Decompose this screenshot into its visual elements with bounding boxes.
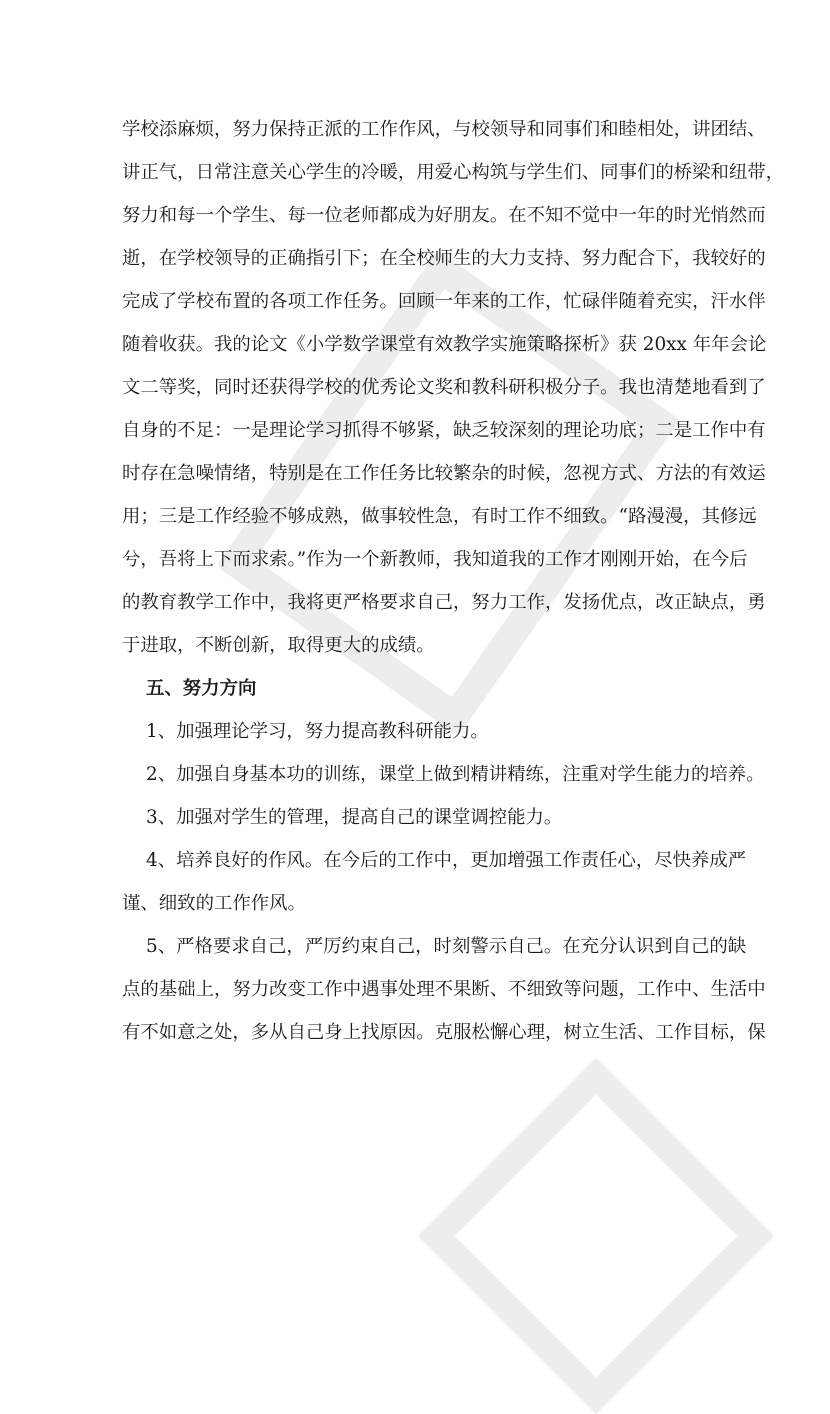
text-line: 谨、细致的工作作风。: [122, 893, 306, 914]
text-line: 逝，在学校领导的正确指引下；在全校师生的大力支持、努力配合下，我较好的: [122, 248, 766, 269]
text-line: 讲正气，日常注意关心学生的冷暖，用爱心构筑与学生们、同事们的桥梁和纽带，: [122, 162, 785, 183]
text-line: 时存在急噪情绪，特别是在工作任务比较繁杂的时候，忽视方式、方法的有效运: [122, 463, 766, 484]
text-line: 3、加强对学生的管理，提高自己的课堂调控能力。: [146, 807, 563, 828]
text-line: 5、严格要求自己，严厉约束自己，时刻警示自己。在充分认识到自己的缺: [146, 936, 747, 957]
text-line: 文二等奖，同时还获得学校的优秀论文奖和教科研积极分子。我也清楚地看到了: [122, 377, 766, 398]
paragraph-summary: [122, 112, 785, 671]
text-line: 的教育教学工作中，我将更严格要求自己，努力工作，发扬优点，改正缺点，勇: [122, 592, 766, 613]
text-line: 于进取，不断创新，取得更大的成绩。: [122, 635, 435, 656]
text-line: 努力和每一个学生、每一位老师都成为好朋友。在不知不觉中一年的时光悄然而: [122, 205, 766, 226]
text-line: 自身的不足：一是理论学习抓得不够紧，缺乏较深刻的理论功底；二是工作中有: [122, 420, 766, 441]
text-line: 用；三是工作经验不够成熟，做事较性急，有时工作不细致。“路漫漫，其修远: [122, 506, 757, 527]
watermark-logo: [418, 1058, 774, 1414]
document-body: [122, 112, 785, 1058]
text-line: 学校添麻烦，努力保持正派的工作作风，与校领导和同事们和睦相处，讲团结、: [122, 119, 766, 140]
list-item: [122, 843, 747, 929]
text-line: 2、加强自身基本功的训练，课堂上做到精讲精练，注重对学生能力的培养。: [146, 764, 765, 785]
text-line: 有不如意之处，多从自己身上找原因。克服松懈心理，树立生活、工作目标，保: [122, 1022, 766, 1043]
text-line: 兮，吾将上下而求索。”作为一个新教师，我知道我的工作才刚刚开始，在今后: [122, 549, 748, 570]
text-line: 随着收获。我的论文《小学数学课堂有效教学实施策略探析》获 20xx 年年会论: [122, 334, 767, 355]
section-heading: 五、努力方向: [146, 678, 257, 699]
list-item: [122, 929, 766, 1058]
text-line: 点的基础上，努力改变工作中遇事处理不果断、不细致等问题，工作中、生活中: [122, 979, 766, 1000]
list-item: [122, 757, 765, 800]
text-line: 1、加强理论学习，努力提高教科研能力。: [146, 721, 489, 742]
list-item: [122, 800, 712, 843]
text-line: 完成了学校布置的各项工作任务。回顾一年来的工作，忙碌伴随着充实，汗水伴: [122, 291, 766, 312]
text-line: 4、培养良好的作风。在今后的工作中，更加增强工作责任心，尽快养成严: [146, 850, 747, 871]
list-item: [122, 714, 712, 757]
